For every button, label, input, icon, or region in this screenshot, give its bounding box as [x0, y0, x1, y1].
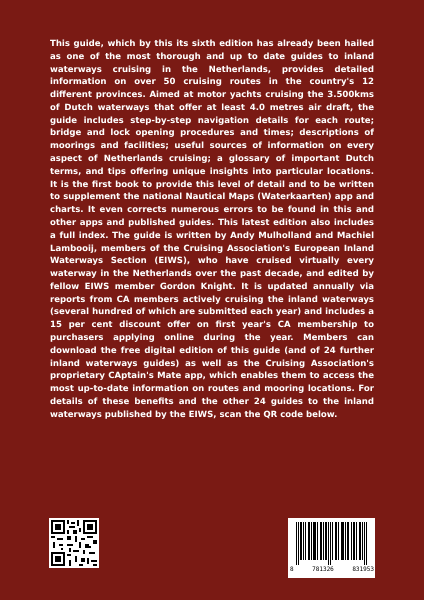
- barcode-digit-group-1: 781326: [312, 566, 334, 573]
- barcode-digit-prefix: 8: [290, 566, 294, 573]
- isbn-barcode-icon: [288, 518, 375, 578]
- barcode-digit-group-2: 831953: [352, 566, 374, 573]
- barcode-digits: [290, 566, 374, 573]
- cover-blurb: This guide, which by this its sixth edition has already been hailed as one of the most thorough and up to date guides to inland waterways cruising in the Netherlands, provides detailed information on over 50 cruising routes in the country's 12 different provinces. Aimed at motor yachts cruising the 3.500kms of Dutch waterways that offer at least 4.0 metres air draft, the guide includes step-by-step navigation details for each route; bridge and lock opening procedures and times; descriptions of moorings and facilities; useful sources of information on every aspect of Netherlands cruising; a glossary of important Dutch terms, and tips offering unique insights into particular locations. It is the first book to provide this level of detail and to be written to supplement the national Nautical Maps (Waterkaarten) app and charts. It even corrects numerous errors to be found in this and other apps and published guides. This latest edition also includes a full index. The guide is written by Andy Mulholland and Machiel Lambooij, members of the Cruising Association's European Inland Waterways Section (EIWS), who have cruised virtually every waterway in the Netherlands over the past decade, and edited by fellow EIWS member Gordon Knight. It is updated annually via reports from CA members actively cruising the inland waterways (several hundred of which are submitted each year) and includes a 15 per cent discount offer on first year's CA membership to purchasers applying online during the year. Members can download the free digital edition of this guide (and of 24 further inland waterways guides) as well as the Cruising Association's proprietary CAptain's Mate app, which enables them to access the most up-to-date information on routes and mooring locations. For details of these benefits and the other 24 guides to the inland waterways published by the EIWS, scan the QR code below.: [50, 39, 374, 420]
- qr-code-icon[interactable]: [49, 518, 99, 568]
